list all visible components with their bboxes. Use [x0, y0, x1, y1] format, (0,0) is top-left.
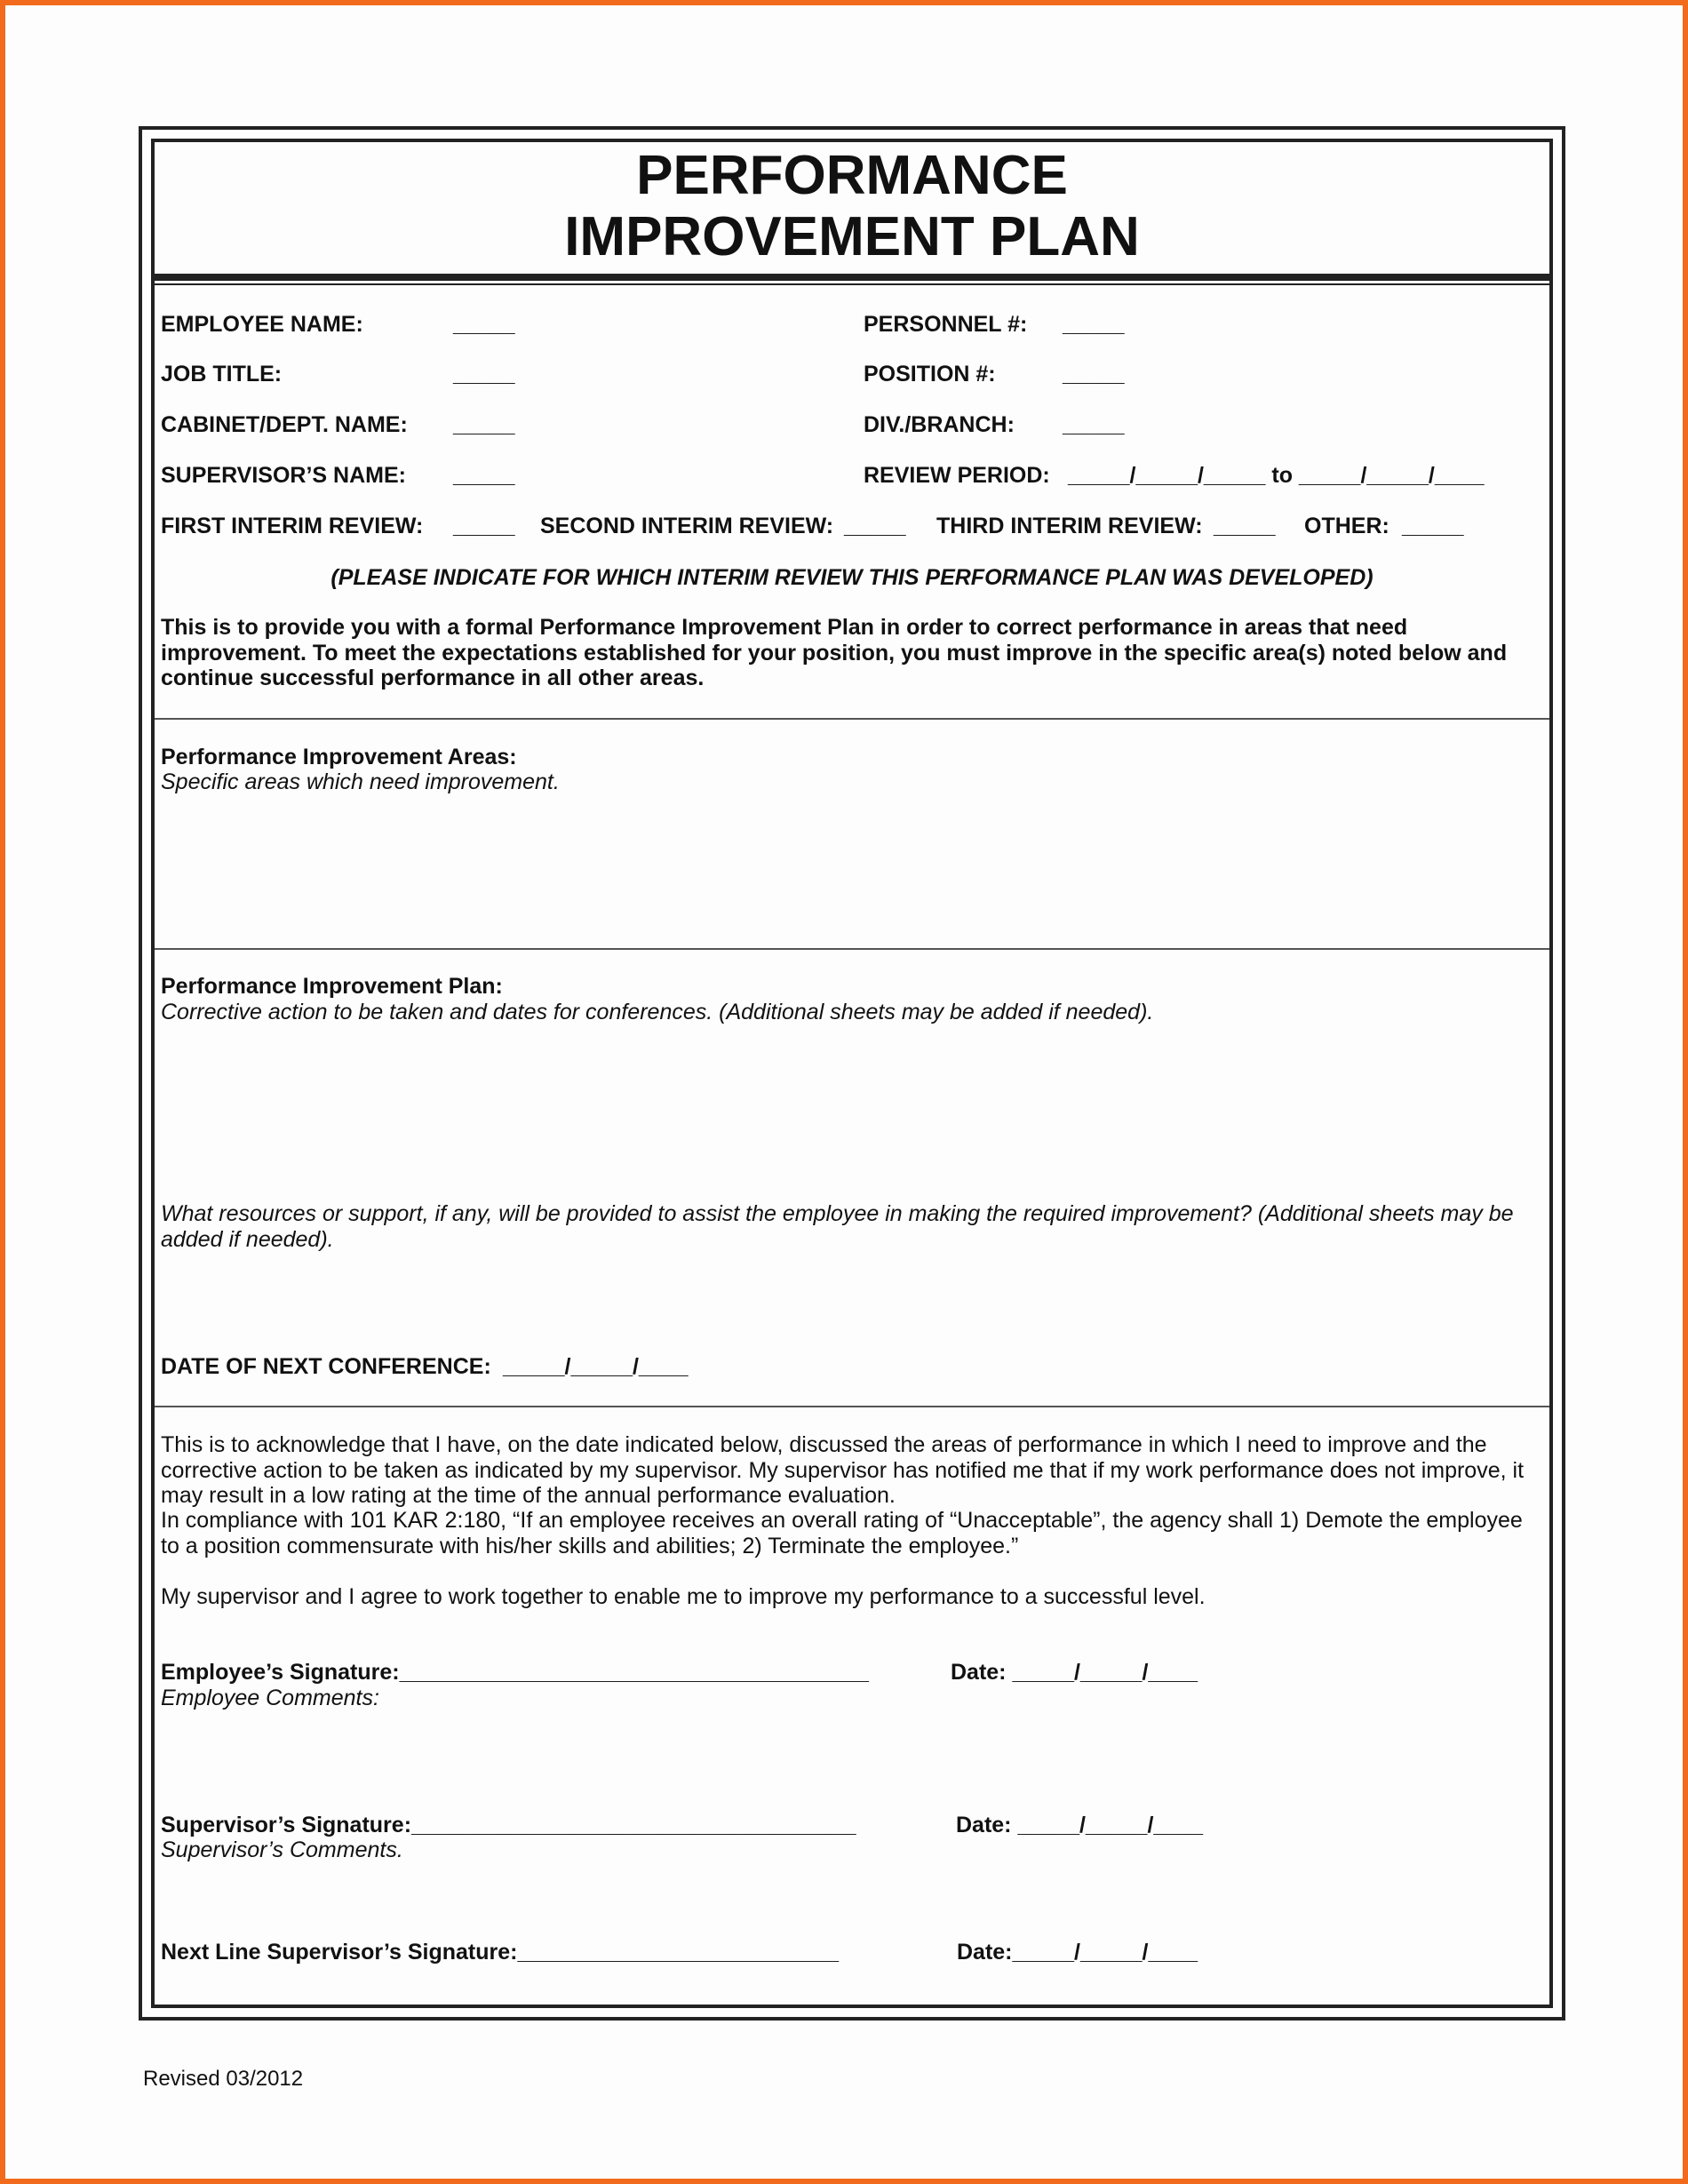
supervisor-comments-label: Supervisor’s Comments. — [161, 1837, 403, 1862]
review-period-field[interactable]: _____/_____/_____ to _____/_____/____ — [1068, 463, 1485, 488]
interim-notice: (PLEASE INDICATE FOR WHICH INTERIM REVIEW THIS PERFORMANCE PLAN WAS DEVELOPED) — [330, 565, 1373, 590]
acknowledgement-paragraph-1: This is to acknowledge that I have, on the date indicated below, discussed the areas of performance in which I need to improve and the corrective action to be taken as indicated by my supervisor. My supervisor has notified me that if my work performance does not improve, it may result in a low rating at the time of the annual performance evaluation. — [161, 1432, 1525, 1508]
title-divider — [151, 274, 1553, 281]
other-label: OTHER: — [1304, 514, 1389, 538]
position-number-label: POSITION #: — [864, 362, 996, 387]
form-title-line1: PERFORMANCE — [636, 145, 1068, 206]
acknowledgement-paragraph-3: My supervisor and I agree to work together to enable me to improve my performance to a successful level. — [161, 1584, 1206, 1609]
employee-date-field[interactable]: Date: _____/_____/____ — [951, 1660, 1198, 1685]
job-title-label: JOB TITLE: — [161, 362, 283, 387]
personnel-number-label: PERSONNEL #: — [864, 312, 1028, 337]
supervisor-name-field[interactable]: _____ — [453, 463, 515, 488]
areas-heading: Performance Improvement Areas: — [161, 745, 517, 769]
supervisor-name-label: SUPERVISOR’S NAME: — [161, 463, 406, 488]
plan-heading: Performance Improvement Plan: — [161, 974, 503, 999]
employee-signature-line[interactable]: Employee’s Signature:______________________________________ — [161, 1660, 869, 1685]
resources-text: What resources or support, if any, will be provided to assist the employee in making the required improvement? (Additional sheets may be added if needed). — [161, 1201, 1514, 1252]
title-divider-thin — [151, 283, 1553, 285]
next-line-date-field[interactable]: Date:_____/_____/____ — [957, 1940, 1198, 1965]
employee-comments-label: Employee Comments: — [161, 1686, 379, 1710]
review-period-label: REVIEW PERIOD: — [864, 463, 1050, 488]
form-title-line2: IMPROVEMENT PLAN — [564, 206, 1140, 267]
personnel-number-field[interactable]: _____ — [1063, 312, 1125, 337]
second-interim-field[interactable]: _____ — [844, 514, 906, 538]
third-interim-label: THIRD INTERIM REVIEW: — [936, 514, 1203, 538]
acknowledgement-paragraph-2: In compliance with 101 KAR 2:180, “If an employee receives an overall rating of “Unacceptable”, the agency shall 1) Demote the employee to a position commensurate with his/her skills and abilities; 2) Terminate the employee.” — [161, 1508, 1523, 1558]
next-conference-label: DATE OF NEXT CONFERENCE: — [161, 1354, 491, 1379]
section-divider-1 — [155, 718, 1549, 720]
section-divider-2 — [155, 948, 1549, 950]
first-interim-label: FIRST INTERIM REVIEW: — [161, 514, 424, 538]
section-divider-3 — [155, 1406, 1549, 1407]
next-conference-field[interactable]: _____/_____/____ — [503, 1354, 689, 1379]
areas-subtext: Specific areas which need improvement. — [161, 769, 560, 794]
first-interim-field[interactable]: _____ — [453, 514, 515, 538]
second-interim-label: SECOND INTERIM REVIEW: — [540, 514, 834, 538]
next-line-supervisor-signature-line[interactable]: Next Line Supervisor’s Signature:__________________________ — [161, 1940, 839, 1965]
other-field[interactable]: _____ — [1402, 514, 1464, 538]
job-title-field[interactable]: _____ — [453, 362, 515, 387]
position-number-field[interactable]: _____ — [1063, 362, 1125, 387]
plan-subtext: Corrective action to be taken and dates for conferences. (Additional sheets may be added if needed). — [161, 1000, 1154, 1024]
supervisor-signature-line[interactable]: Supervisor’s Signature:____________________________________ — [161, 1813, 856, 1837]
cabinet-dept-label: CABINET/DEPT. NAME: — [161, 412, 408, 437]
employee-name-field[interactable]: _____ — [453, 312, 515, 337]
div-branch-field[interactable]: _____ — [1063, 412, 1125, 437]
revision-footer: Revised 03/2012 — [143, 2067, 304, 2091]
intro-paragraph: This is to provide you with a formal Performance Improvement Plan in order to correct performance in areas that need improvement. To meet the expectations established for your position, you must improve in the specific area(s) noted below and continue successful performance in all other areas. — [161, 615, 1508, 690]
div-branch-label: DIV./BRANCH: — [864, 412, 1015, 437]
third-interim-field[interactable]: _____ — [1214, 514, 1276, 538]
cabinet-dept-field[interactable]: _____ — [453, 412, 515, 437]
supervisor-date-field[interactable]: Date: _____/_____/____ — [956, 1813, 1204, 1837]
employee-name-label: EMPLOYEE NAME: — [161, 312, 363, 337]
